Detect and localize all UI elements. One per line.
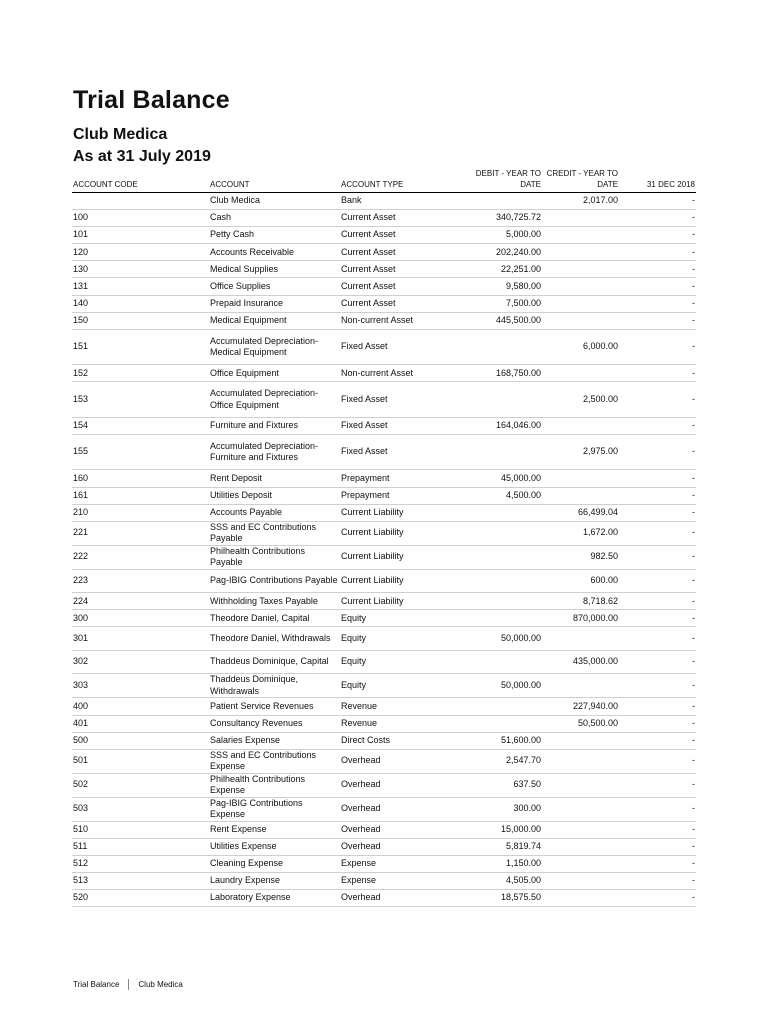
cell-credit-ytd [542, 365, 619, 382]
table-row [72, 838, 696, 855]
cell-account-name: SSS and EC Contributions Payable [209, 521, 340, 545]
table-row [72, 610, 696, 627]
table-row [72, 650, 696, 674]
table-row [72, 732, 696, 749]
table-row [72, 470, 696, 487]
cell-account-code: 511 [72, 838, 209, 855]
cell-account-type: Current Asset [340, 261, 460, 278]
cell-credit-ytd [542, 278, 619, 295]
cell-account-type: Overhead [340, 890, 460, 907]
cell-credit-ytd: 870,000.00 [542, 610, 619, 627]
cell-credit-ytd [542, 627, 619, 651]
cell-account-code: 131 [72, 278, 209, 295]
cell-debit-ytd [460, 434, 542, 470]
cell-account-name: Accumulated Depreciation-Furniture and Fixtures [209, 434, 340, 470]
cell-account-code: 502 [72, 773, 209, 797]
cell-account-name: Philhealth Contributions Payable [209, 545, 340, 569]
cell-debit-ytd: 15,000.00 [460, 821, 542, 838]
cell-account-type: Expense [340, 855, 460, 872]
cell-credit-ytd: 2,975.00 [542, 434, 619, 470]
cell-31-dec-2018: - [619, 470, 696, 487]
cell-account-name: Furniture and Fixtures [209, 417, 340, 434]
cell-31-dec-2018: - [619, 732, 696, 749]
cell-credit-ytd [542, 417, 619, 434]
cell-account-name: Consultancy Revenues [209, 715, 340, 732]
cell-debit-ytd [460, 650, 542, 674]
column-header-credit-ytd: CREDIT - YEAR TO DATE [542, 166, 619, 193]
cell-credit-ytd: 227,940.00 [542, 698, 619, 715]
cell-credit-ytd: 2,017.00 [542, 193, 619, 210]
cell-account-code: 140 [72, 295, 209, 312]
cell-account-type: Equity [340, 650, 460, 674]
cell-account-type: Equity [340, 610, 460, 627]
cell-account-name: Office Equipment [209, 365, 340, 382]
cell-account-type: Overhead [340, 797, 460, 821]
table-row [72, 417, 696, 434]
cell-31-dec-2018: - [619, 773, 696, 797]
cell-31-dec-2018: - [619, 749, 696, 773]
cell-credit-ytd: 50,500.00 [542, 715, 619, 732]
cell-account-code: 152 [72, 365, 209, 382]
column-header-debit-ytd: DEBIT - YEAR TO DATE [460, 166, 542, 193]
cell-account-code: 302 [72, 650, 209, 674]
cell-debit-ytd [460, 193, 542, 210]
cell-account-name: Accounts Receivable [209, 244, 340, 261]
trial-balance-table [72, 166, 696, 907]
cell-31-dec-2018: - [619, 227, 696, 244]
table-row [72, 674, 696, 698]
cell-credit-ytd [542, 797, 619, 821]
cell-account-code: 500 [72, 732, 209, 749]
footer-organization: Club Medica [138, 980, 183, 989]
table-row [72, 295, 696, 312]
cell-31-dec-2018: - [619, 417, 696, 434]
cell-debit-ytd: 4,500.00 [460, 487, 542, 504]
cell-account-code: 300 [72, 610, 209, 627]
cell-credit-ytd [542, 773, 619, 797]
cell-credit-ytd [542, 855, 619, 872]
cell-debit-ytd: 4,505.00 [460, 872, 542, 889]
cell-account-type: Non-current Asset [340, 312, 460, 329]
cell-debit-ytd: 45,000.00 [460, 470, 542, 487]
column-header-account-type: ACCOUNT TYPE [340, 166, 460, 193]
cell-account-name: Rent Expense [209, 821, 340, 838]
cell-account-code: 153 [72, 382, 209, 418]
page-footer [73, 979, 183, 990]
cell-debit-ytd: 5,819.74 [460, 838, 542, 855]
cell-debit-ytd [460, 698, 542, 715]
cell-31-dec-2018: - [619, 434, 696, 470]
cell-31-dec-2018: - [619, 521, 696, 545]
cell-account-code: 130 [72, 261, 209, 278]
table-row [72, 365, 696, 382]
cell-account-name: Rent Deposit [209, 470, 340, 487]
table-row [72, 278, 696, 295]
cell-account-name: SSS and EC Contributions Expense [209, 749, 340, 773]
cell-account-type: Fixed Asset [340, 434, 460, 470]
cell-debit-ytd: 202,240.00 [460, 244, 542, 261]
column-header-account: ACCOUNT [209, 166, 340, 193]
table-row [72, 382, 696, 418]
cell-account-name: Thaddeus Dominique, Withdrawals [209, 674, 340, 698]
cell-31-dec-2018: - [619, 715, 696, 732]
cell-31-dec-2018: - [619, 674, 696, 698]
cell-account-type: Current Liability [340, 545, 460, 569]
cell-31-dec-2018: - [619, 650, 696, 674]
cell-31-dec-2018: - [619, 545, 696, 569]
cell-account-code: 224 [72, 593, 209, 610]
cell-31-dec-2018: - [619, 890, 696, 907]
cell-account-name: Theodore Daniel, Withdrawals [209, 627, 340, 651]
cell-account-name: Accumulated Depreciation-Office Equipment [209, 382, 340, 418]
cell-debit-ytd: 300.00 [460, 797, 542, 821]
cell-31-dec-2018: - [619, 855, 696, 872]
cell-31-dec-2018: - [619, 569, 696, 593]
cell-account-code: 401 [72, 715, 209, 732]
cell-credit-ytd [542, 749, 619, 773]
cell-31-dec-2018: - [619, 295, 696, 312]
cell-account-name: Withholding Taxes Payable [209, 593, 340, 610]
cell-account-name: Accounts Payable [209, 504, 340, 521]
cell-31-dec-2018: - [619, 278, 696, 295]
cell-credit-ytd: 66,499.04 [542, 504, 619, 521]
cell-31-dec-2018: - [619, 797, 696, 821]
table-row [72, 244, 696, 261]
table-row [72, 797, 696, 821]
cell-31-dec-2018: - [619, 610, 696, 627]
cell-credit-ytd [542, 312, 619, 329]
table-row [72, 749, 696, 773]
cell-account-name: Patient Service Revenues [209, 698, 340, 715]
cell-account-type: Current Asset [340, 278, 460, 295]
table-row [72, 227, 696, 244]
cell-account-name: Thaddeus Dominique, Capital [209, 650, 340, 674]
table-row [72, 890, 696, 907]
report-title: Trial Balance [73, 86, 230, 114]
cell-account-name: Office Supplies [209, 278, 340, 295]
table-row [72, 434, 696, 470]
cell-31-dec-2018: - [619, 487, 696, 504]
cell-credit-ytd: 600.00 [542, 569, 619, 593]
cell-credit-ytd: 2,500.00 [542, 382, 619, 418]
cell-credit-ytd [542, 890, 619, 907]
table-row [72, 312, 696, 329]
cell-debit-ytd [460, 545, 542, 569]
cell-debit-ytd: 9,580.00 [460, 278, 542, 295]
cell-account-type: Current Asset [340, 295, 460, 312]
cell-account-code: 221 [72, 521, 209, 545]
table-row [72, 569, 696, 593]
cell-31-dec-2018: - [619, 821, 696, 838]
organization-name: Club Medica [73, 126, 168, 143]
cell-debit-ytd [460, 329, 542, 365]
cell-credit-ytd [542, 470, 619, 487]
cell-31-dec-2018: - [619, 365, 696, 382]
cell-account-type: Prepayment [340, 470, 460, 487]
cell-account-type: Overhead [340, 821, 460, 838]
cell-account-name: Cleaning Expense [209, 855, 340, 872]
cell-debit-ytd: 18,575.50 [460, 890, 542, 907]
cell-account-type: Current Liability [340, 504, 460, 521]
cell-debit-ytd: 340,725.72 [460, 210, 542, 227]
footer-divider [128, 979, 129, 990]
cell-account-name: Medical Supplies [209, 261, 340, 278]
cell-debit-ytd: 1,150.00 [460, 855, 542, 872]
cell-account-type: Overhead [340, 773, 460, 797]
cell-account-code: 151 [72, 329, 209, 365]
cell-account-name: Utilities Expense [209, 838, 340, 855]
cell-credit-ytd [542, 244, 619, 261]
report-date: As at 31 July 2019 [73, 148, 211, 165]
cell-debit-ytd: 22,251.00 [460, 261, 542, 278]
table-row [72, 593, 696, 610]
cell-debit-ytd [460, 593, 542, 610]
cell-account-type: Bank [340, 193, 460, 210]
cell-account-code: 150 [72, 312, 209, 329]
column-header-31-dec-2018: 31 DEC 2018 [619, 166, 696, 193]
table-row [72, 193, 696, 210]
cell-account-name: Prepaid Insurance [209, 295, 340, 312]
cell-credit-ytd [542, 674, 619, 698]
cell-account-type: Overhead [340, 749, 460, 773]
table-row [72, 715, 696, 732]
cell-credit-ytd: 435,000.00 [542, 650, 619, 674]
table-row [72, 773, 696, 797]
cell-account-code: 155 [72, 434, 209, 470]
cell-31-dec-2018: - [619, 312, 696, 329]
cell-account-type: Fixed Asset [340, 329, 460, 365]
column-header-account-code: ACCOUNT CODE [72, 166, 209, 193]
cell-account-type: Equity [340, 627, 460, 651]
cell-account-type: Direct Costs [340, 732, 460, 749]
cell-31-dec-2018: - [619, 244, 696, 261]
cell-31-dec-2018: - [619, 872, 696, 889]
cell-account-type: Non-current Asset [340, 365, 460, 382]
cell-account-code: 512 [72, 855, 209, 872]
cell-account-code: 154 [72, 417, 209, 434]
cell-credit-ytd [542, 227, 619, 244]
cell-debit-ytd [460, 521, 542, 545]
cell-account-code: 120 [72, 244, 209, 261]
cell-account-type: Fixed Asset [340, 382, 460, 418]
cell-account-name: Accumulated Depreciation-Medical Equipment [209, 329, 340, 365]
cell-account-code: 303 [72, 674, 209, 698]
cell-31-dec-2018: - [619, 504, 696, 521]
table-row [72, 698, 696, 715]
cell-account-code: 101 [72, 227, 209, 244]
cell-account-code: 210 [72, 504, 209, 521]
cell-account-name: Theodore Daniel, Capital [209, 610, 340, 627]
cell-account-code: 520 [72, 890, 209, 907]
table-row [72, 261, 696, 278]
cell-account-type: Current Liability [340, 521, 460, 545]
cell-debit-ytd [460, 610, 542, 627]
table-row [72, 545, 696, 569]
table-row [72, 521, 696, 545]
cell-account-type: Current Asset [340, 210, 460, 227]
cell-debit-ytd: 637.50 [460, 773, 542, 797]
cell-31-dec-2018: - [619, 210, 696, 227]
cell-debit-ytd [460, 504, 542, 521]
cell-debit-ytd: 168,750.00 [460, 365, 542, 382]
cell-debit-ytd [460, 382, 542, 418]
cell-account-name: Pag-IBIG Contributions Payable [209, 569, 340, 593]
cell-account-code: 501 [72, 749, 209, 773]
cell-account-code: 510 [72, 821, 209, 838]
cell-credit-ytd [542, 210, 619, 227]
cell-account-type: Revenue [340, 698, 460, 715]
cell-account-code: 223 [72, 569, 209, 593]
cell-credit-ytd: 982.50 [542, 545, 619, 569]
cell-debit-ytd: 50,000.00 [460, 627, 542, 651]
cell-account-name: Laundry Expense [209, 872, 340, 889]
cell-account-name: Philhealth Contributions Expense [209, 773, 340, 797]
cell-31-dec-2018: - [619, 193, 696, 210]
cell-credit-ytd: 6,000.00 [542, 329, 619, 365]
cell-credit-ytd [542, 487, 619, 504]
cell-credit-ytd: 8,718.62 [542, 593, 619, 610]
cell-account-type: Equity [340, 674, 460, 698]
cell-31-dec-2018: - [619, 593, 696, 610]
table-header-row [72, 166, 696, 193]
cell-31-dec-2018: - [619, 627, 696, 651]
cell-credit-ytd [542, 838, 619, 855]
cell-credit-ytd [542, 261, 619, 278]
footer-report-name: Trial Balance [73, 980, 120, 989]
cell-account-code: 161 [72, 487, 209, 504]
cell-account-type: Fixed Asset [340, 417, 460, 434]
cell-debit-ytd: 51,600.00 [460, 732, 542, 749]
cell-debit-ytd: 5,000.00 [460, 227, 542, 244]
cell-account-type: Current Liability [340, 569, 460, 593]
cell-31-dec-2018: - [619, 329, 696, 365]
cell-31-dec-2018: - [619, 838, 696, 855]
table-row [72, 329, 696, 365]
cell-account-name: Petty Cash [209, 227, 340, 244]
cell-debit-ytd [460, 715, 542, 732]
cell-account-type: Revenue [340, 715, 460, 732]
cell-account-name: Medical Equipment [209, 312, 340, 329]
cell-account-code: 400 [72, 698, 209, 715]
table-body [72, 193, 696, 907]
cell-account-type: Expense [340, 872, 460, 889]
table-row [72, 487, 696, 504]
table-row [72, 855, 696, 872]
cell-account-code: 513 [72, 872, 209, 889]
cell-account-code: 222 [72, 545, 209, 569]
cell-account-type: Current Asset [340, 227, 460, 244]
cell-account-code: 160 [72, 470, 209, 487]
cell-debit-ytd: 445,500.00 [460, 312, 542, 329]
cell-account-code [72, 193, 209, 210]
cell-credit-ytd: 1,672.00 [542, 521, 619, 545]
cell-account-code: 503 [72, 797, 209, 821]
cell-account-code: 100 [72, 210, 209, 227]
cell-debit-ytd: 7,500.00 [460, 295, 542, 312]
cell-account-type: Current Liability [340, 593, 460, 610]
cell-credit-ytd [542, 872, 619, 889]
cell-account-code: 301 [72, 627, 209, 651]
cell-account-name: Laboratory Expense [209, 890, 340, 907]
cell-account-name: Utilities Deposit [209, 487, 340, 504]
cell-debit-ytd: 50,000.00 [460, 674, 542, 698]
cell-debit-ytd: 164,046.00 [460, 417, 542, 434]
table-row [72, 210, 696, 227]
table-row [72, 872, 696, 889]
table-row [72, 821, 696, 838]
cell-account-name: Salaries Expense [209, 732, 340, 749]
cell-31-dec-2018: - [619, 382, 696, 418]
cell-account-name: Cash [209, 210, 340, 227]
cell-31-dec-2018: - [619, 698, 696, 715]
cell-account-name: Pag-IBIG Contributions Expense [209, 797, 340, 821]
cell-31-dec-2018: - [619, 261, 696, 278]
table-row [72, 627, 696, 651]
cell-account-type: Current Asset [340, 244, 460, 261]
cell-account-type: Prepayment [340, 487, 460, 504]
table-row [72, 504, 696, 521]
cell-credit-ytd [542, 732, 619, 749]
cell-credit-ytd [542, 821, 619, 838]
cell-debit-ytd [460, 569, 542, 593]
cell-credit-ytd [542, 295, 619, 312]
cell-account-type: Overhead [340, 838, 460, 855]
cell-account-name: Club Medica [209, 193, 340, 210]
cell-debit-ytd: 2,547.70 [460, 749, 542, 773]
